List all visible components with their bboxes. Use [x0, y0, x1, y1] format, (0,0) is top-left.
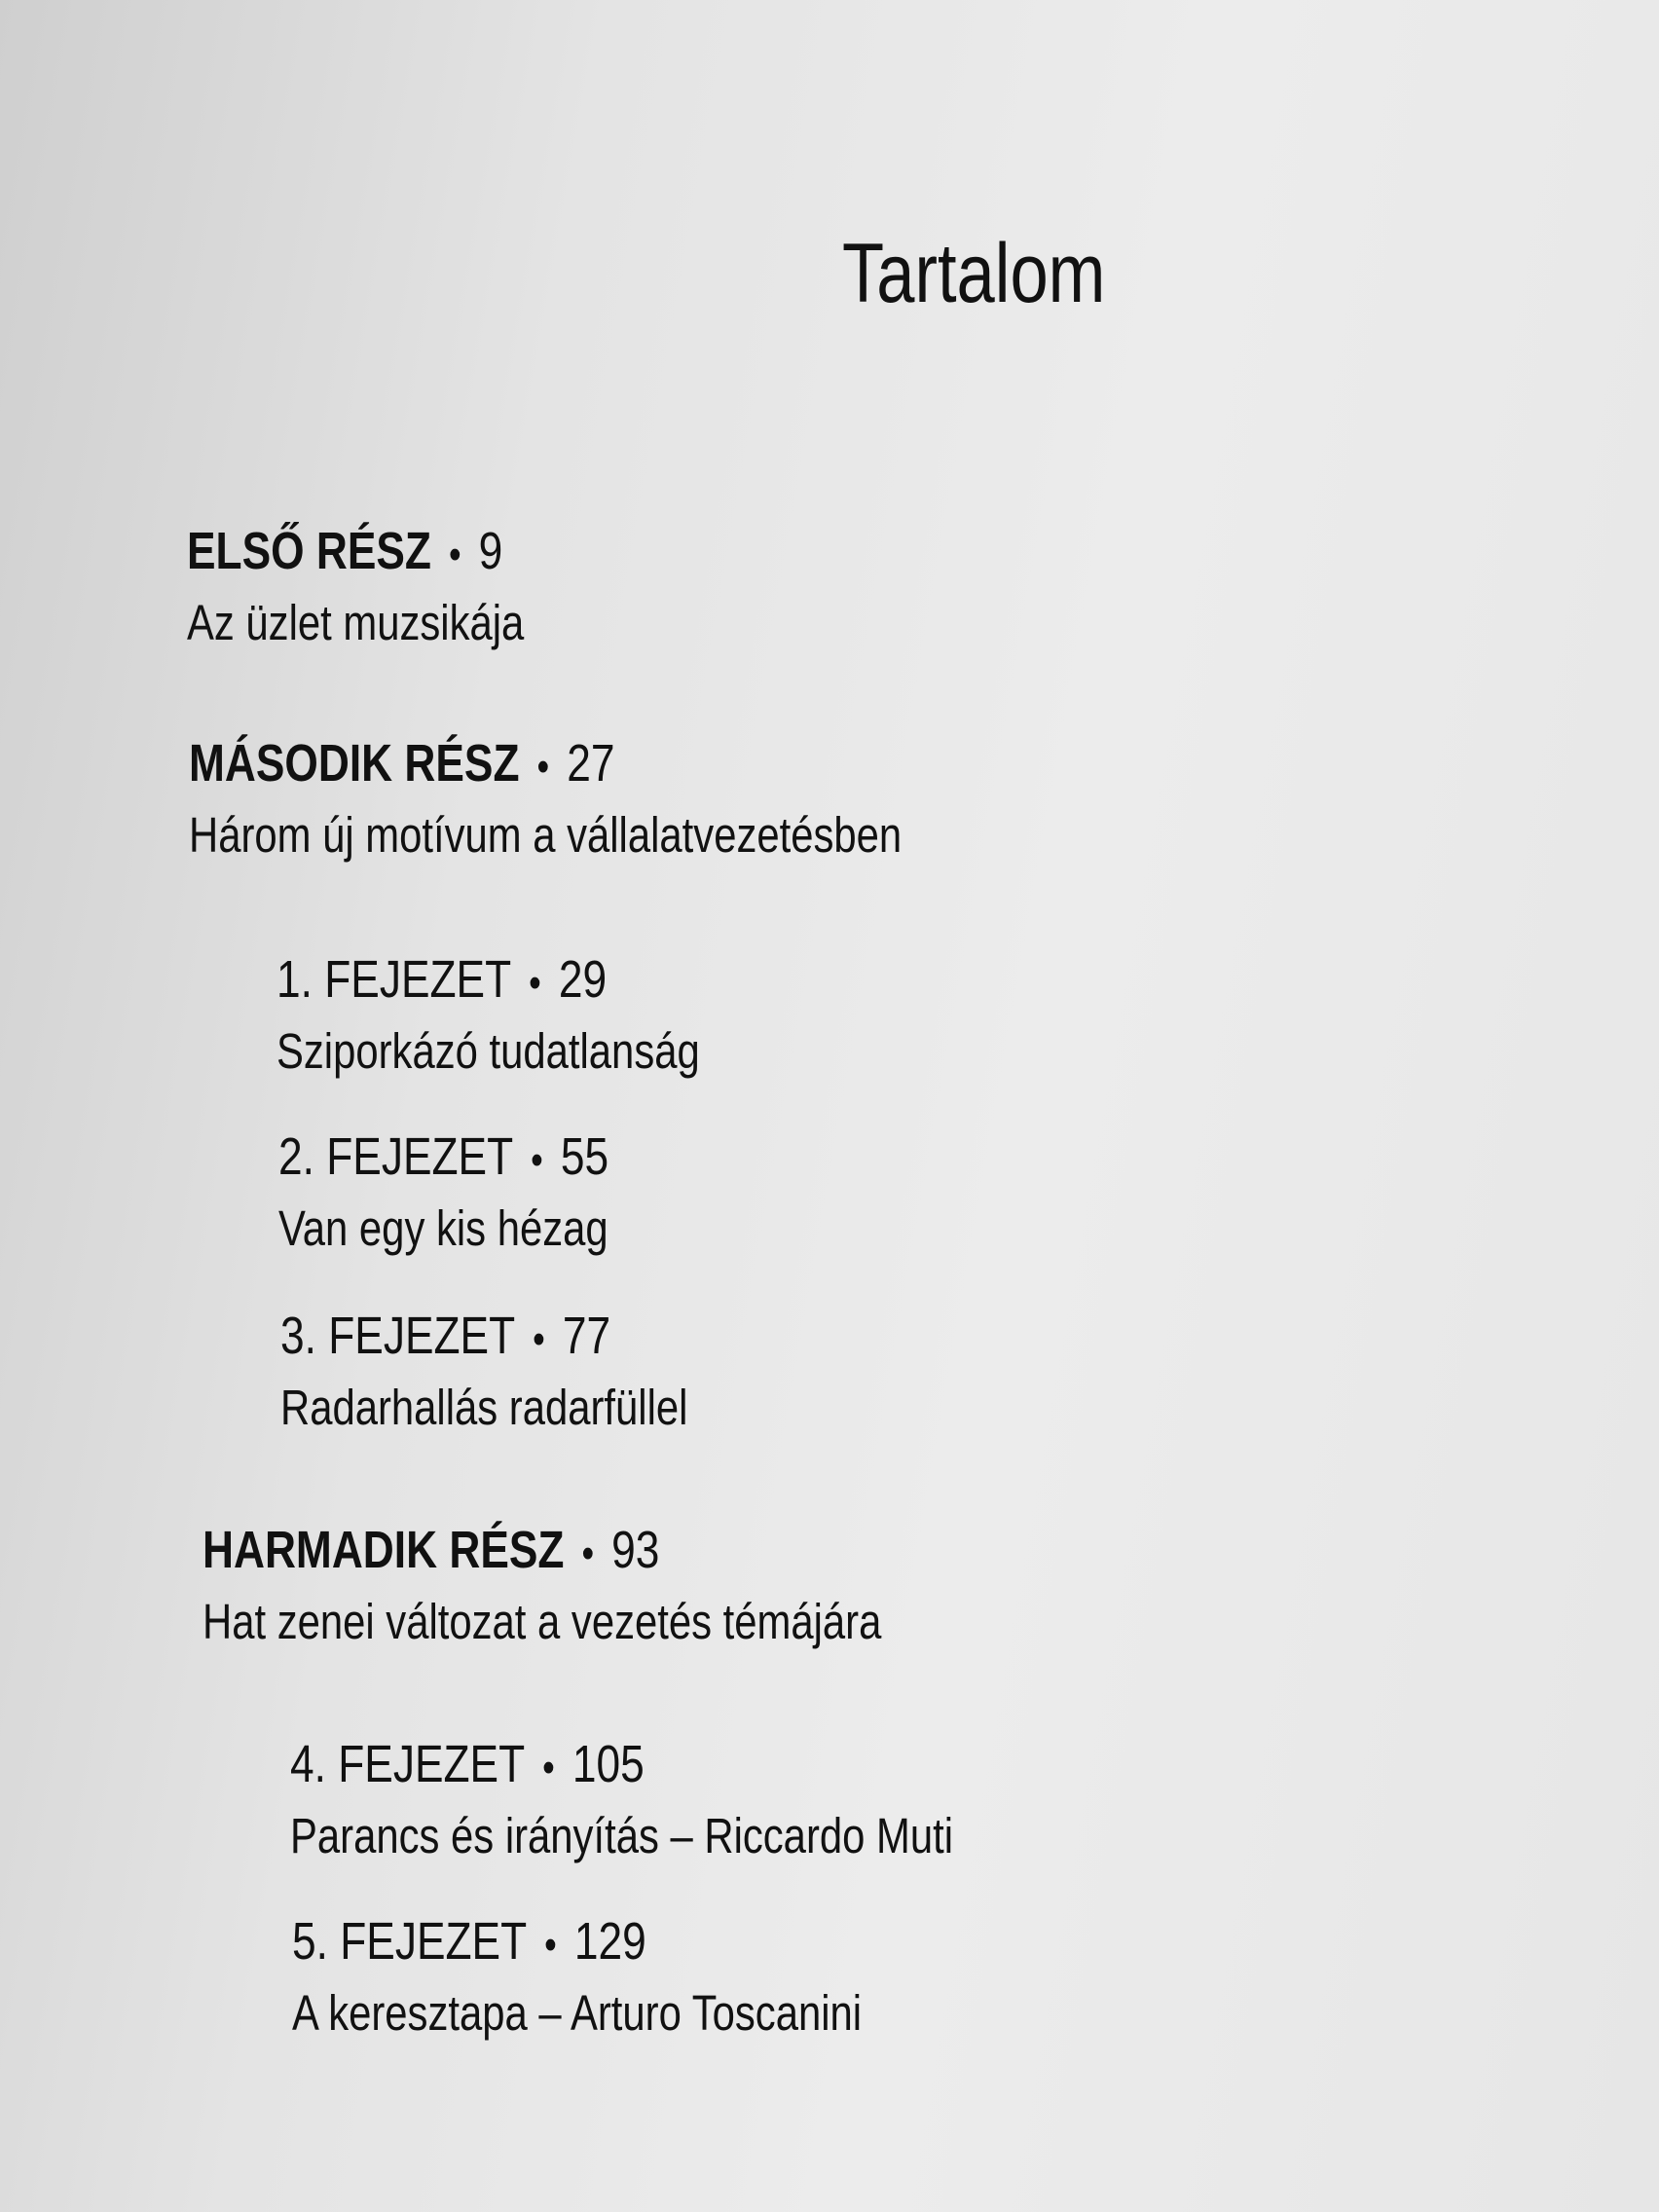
toc-chapter-subtitle: A keresztapa – Arturo Toscanini: [292, 1984, 863, 2041]
toc-part-subtitle: Három új motívum a vállalatvezetésben: [189, 806, 903, 863]
toc-chapter-3: [280, 1301, 687, 1441]
toc-chapter-label: 2. FEJEZET: [278, 1127, 514, 1186]
toc-page-number: 77: [562, 1307, 611, 1365]
toc-chapter-2: [278, 1122, 608, 1262]
bullet-separator: •: [542, 1743, 555, 1791]
bullet-separator: •: [544, 1920, 557, 1969]
toc-chapter-5: [292, 1906, 862, 2046]
toc-part-label: MÁSODIK RÉSZ: [189, 734, 520, 793]
toc-part-heading: [203, 1515, 881, 1589]
toc-page-number: 105: [571, 1735, 645, 1793]
toc-page-number: 55: [560, 1127, 609, 1186]
toc-chapter-heading: [278, 1122, 608, 1196]
toc-chapter-heading: [292, 1906, 862, 1980]
toc-page-number: 93: [611, 1521, 660, 1579]
toc-chapter-label: 4. FEJEZET: [290, 1735, 526, 1793]
bullet-separator: •: [529, 958, 541, 1007]
toc-chapter-heading: [290, 1729, 953, 1803]
toc-chapter-subtitle: Van egy kis hézag: [278, 1199, 608, 1256]
toc-part-heading: [189, 728, 902, 802]
toc-part-2: [189, 728, 902, 868]
toc-chapter-heading: [280, 1301, 687, 1375]
toc-page-number: 129: [573, 1912, 646, 1971]
bullet-separator: •: [581, 1529, 595, 1577]
toc-chapter-label: 3. FEJEZET: [280, 1307, 516, 1365]
toc-chapter-heading: [276, 944, 700, 1018]
toc-part-subtitle: Hat zenei változat a vezetés témájára: [203, 1593, 882, 1649]
toc-part-3: [203, 1515, 881, 1655]
toc-part-label: HARMADIK RÉSZ: [203, 1521, 565, 1579]
toc-chapter-1: [276, 944, 700, 1085]
bullet-separator: •: [533, 1314, 545, 1363]
toc-page-number: 27: [567, 734, 615, 793]
page-title: Tartalom: [842, 227, 1106, 320]
toc-page-number: 29: [558, 950, 608, 1009]
toc-chapter-subtitle: Radarhallás radarfüllel: [280, 1379, 688, 1435]
bullet-separator: •: [536, 742, 550, 791]
toc-page-number: 9: [478, 522, 503, 580]
toc-part-heading: [187, 516, 524, 590]
toc-part-subtitle: Az üzlet muzsikája: [187, 594, 525, 650]
toc-chapter-label: 5. FEJEZET: [292, 1912, 528, 1971]
bullet-separator: •: [531, 1135, 543, 1184]
toc-chapter-subtitle: Sziporkázó tudatlanság: [276, 1022, 700, 1079]
toc-chapter-subtitle: Parancs és irányítás – Riccardo Muti: [290, 1807, 954, 1863]
toc-chapter-label: 1. FEJEZET: [276, 950, 512, 1009]
toc-part-label: ELSŐ RÉSZ: [187, 522, 431, 580]
toc-part-1: [187, 516, 524, 656]
bullet-separator: •: [448, 530, 461, 578]
toc-chapter-4: [290, 1729, 953, 1869]
